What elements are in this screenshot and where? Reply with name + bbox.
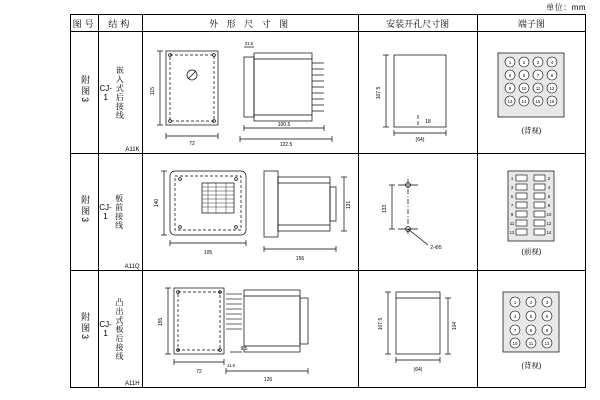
terminal-svg-r2 <box>496 168 566 246</box>
svg-text:15: 15 <box>535 99 541 104</box>
fig-no-text: 附图3 <box>80 75 91 105</box>
terminal-svg-r1 <box>488 49 574 125</box>
cell-hole-drawing <box>358 154 477 271</box>
outline-drawing-r1 <box>143 32 358 153</box>
header-fig-no: 图号 <box>71 15 99 32</box>
cell-terminal-drawing <box>477 271 585 388</box>
hole-svg-r1 <box>362 37 474 149</box>
cell-terminal-drawing <box>477 154 585 271</box>
terminal-drawing-r1 <box>478 32 585 153</box>
table-row <box>71 271 586 388</box>
svg-text:12: 12 <box>549 86 555 91</box>
dim-11-5: 11.5 <box>227 363 235 368</box>
svg-text:7: 7 <box>514 327 517 333</box>
header-mounting-hole-drawing: 安装开孔尺寸图 <box>358 15 477 32</box>
svg-text:5: 5 <box>530 313 533 319</box>
dim-105: 105 <box>203 250 213 256</box>
svg-text:16: 16 <box>549 99 555 104</box>
structure-text: 凸出式板后接线 <box>114 297 124 361</box>
cell-fig-no <box>71 154 99 271</box>
hole-dim-64: (64) <box>415 136 425 143</box>
hole-dim-18: 18 <box>424 118 431 125</box>
header-structure: 结构 <box>99 15 142 32</box>
spec-table <box>70 14 586 388</box>
terminal-caption: (背视) <box>521 360 542 370</box>
terminal-drawing-r3 <box>478 271 585 387</box>
svg-text:11: 11 <box>529 340 534 346</box>
svg-text:14: 14 <box>521 99 527 104</box>
svg-text:12: 12 <box>546 220 552 226</box>
svg-text:1: 1 <box>509 60 512 65</box>
dim-72: 72 <box>189 140 195 147</box>
terminal-drawing-r2 <box>478 154 585 270</box>
unit-note: 单位：mm <box>546 3 586 12</box>
svg-text:12: 12 <box>544 340 550 346</box>
svg-text:1: 1 <box>514 299 517 305</box>
hole-dim-2-d5: 2-Φ5 <box>430 245 442 251</box>
dim-122-5: 122.5 <box>279 141 293 148</box>
svg-text:4: 4 <box>551 60 554 65</box>
hole-dim-104: 104 <box>451 321 458 331</box>
terminal-svg-r3 <box>491 288 571 360</box>
terminal-caption: (背视) <box>521 126 542 135</box>
structure-code: CJ-1 <box>99 203 112 221</box>
dim-126: 126 <box>263 377 273 383</box>
outline-drawing-r3 <box>143 271 358 387</box>
svg-text:2: 2 <box>530 299 533 305</box>
cell-fig-no <box>71 32 99 154</box>
svg-text:14: 14 <box>546 229 552 235</box>
hole-drawing-r1 <box>359 32 477 153</box>
hole-dim-107-5: 107.5 <box>375 86 382 99</box>
structure-sub: A11Q <box>124 264 140 270</box>
svg-text:3: 3 <box>537 60 540 65</box>
header-outline-drawing: 外 形 尺 寸 图 <box>142 15 358 32</box>
hole-svg-r3 <box>362 276 474 382</box>
hole-svg-r2 <box>362 159 474 265</box>
cell-hole-drawing <box>358 271 477 388</box>
fig-no-text: 附图3 <box>80 311 91 341</box>
outline-svg-r2 <box>144 157 356 267</box>
svg-text:7: 7 <box>511 202 514 208</box>
dim-115: 115 <box>150 86 157 95</box>
outline-svg-r1 <box>144 35 356 151</box>
dim-72: 72 <box>196 369 202 375</box>
cell-structure <box>99 32 142 154</box>
structure-code: CJ-1 <box>99 320 112 338</box>
outline-drawing-r2 <box>143 154 358 270</box>
table-row <box>71 154 586 271</box>
cell-outline-drawing <box>142 154 358 271</box>
svg-text:9: 9 <box>546 327 549 333</box>
svg-text:8: 8 <box>548 202 551 208</box>
svg-text:13: 13 <box>507 99 513 104</box>
hole-dim-133: 133 <box>381 204 388 214</box>
cell-outline-drawing <box>142 271 358 388</box>
hole-dim-107-5: 107.5 <box>377 317 384 331</box>
table-header-row <box>71 15 586 32</box>
svg-text:6: 6 <box>548 193 551 199</box>
dim-156: 156 <box>295 256 305 262</box>
svg-text:3: 3 <box>511 184 514 190</box>
dim-140: 140 <box>154 198 161 208</box>
svg-text:6: 6 <box>546 313 549 319</box>
structure-sub: A11K <box>125 147 140 153</box>
table-row <box>71 32 586 154</box>
cell-outline-drawing <box>142 32 358 154</box>
hole-drawing-r2 <box>359 154 477 270</box>
svg-text:9: 9 <box>509 86 512 91</box>
hole-drawing-r3 <box>359 271 477 387</box>
svg-text:5: 5 <box>509 73 512 78</box>
svg-text:11: 11 <box>510 220 515 226</box>
header-terminal-drawing: 端子图 <box>477 15 585 32</box>
svg-text:4: 4 <box>514 313 517 319</box>
svg-text:2: 2 <box>548 175 551 181</box>
cell-structure <box>99 271 142 388</box>
cell-hole-drawing <box>358 32 477 154</box>
structure-sub: A11H <box>124 381 140 387</box>
svg-text:3: 3 <box>546 299 549 305</box>
dim-100-5: 100.5 <box>277 121 291 128</box>
svg-text:10: 10 <box>546 211 552 217</box>
hole-dim-64: (64) <box>413 367 423 373</box>
dim-31-5: 31.5 <box>245 40 254 46</box>
svg-text:10: 10 <box>521 86 527 91</box>
structure-text: 板前接线 <box>114 194 124 230</box>
svg-text:8: 8 <box>551 73 554 78</box>
dim-9-5: 9.5 <box>240 346 248 352</box>
svg-text:5: 5 <box>511 193 514 199</box>
svg-text:7: 7 <box>537 73 540 78</box>
svg-text:4: 4 <box>548 184 551 190</box>
fig-no-text: 附图3 <box>80 194 91 224</box>
svg-text:11: 11 <box>536 86 541 91</box>
outline-svg-r3 <box>144 274 356 384</box>
structure-text: 嵌入式后接线 <box>115 65 125 120</box>
cell-structure <box>99 154 142 271</box>
cell-fig-no <box>71 271 99 388</box>
svg-text:13: 13 <box>509 229 515 235</box>
svg-text:2: 2 <box>523 60 526 65</box>
svg-text:9: 9 <box>511 211 514 217</box>
svg-text:10: 10 <box>512 340 518 346</box>
terminal-caption: (前视) <box>521 246 542 256</box>
dim-131: 131 <box>346 200 353 210</box>
svg-text:1: 1 <box>511 175 514 181</box>
dim-155: 155 <box>158 317 165 327</box>
structure-code: CJ-1 <box>99 83 112 102</box>
cell-terminal-drawing <box>477 32 585 154</box>
svg-text:8: 8 <box>530 327 533 333</box>
svg-text:6: 6 <box>523 73 526 78</box>
